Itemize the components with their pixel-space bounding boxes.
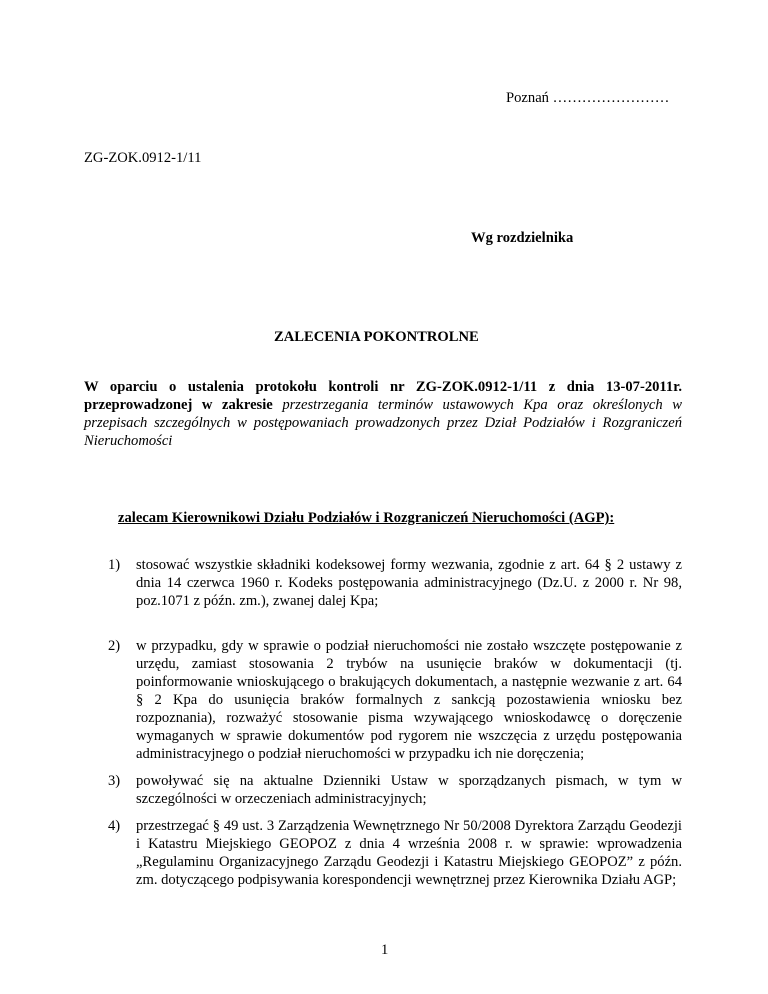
intro-paragraph	[84, 378, 682, 450]
reference-number: ZG-ZOK.0912-1/11	[84, 150, 202, 166]
list-item	[108, 772, 682, 808]
list-item	[108, 637, 682, 763]
document-title: ZALECENIA POKONTROLNE	[274, 329, 479, 345]
intro-italic-text: przestrzegania terminów ustawowych Kpa oraz określonych w przepisach szczególnych w postępowaniach prowadzonych przez Dział Podziałów i Rozgraniczeń Nieruchomości	[84, 397, 682, 449]
list-item-text: przestrzegać § 49 ust. 3 Zarządzenia Wewnętrznego Nr 50/2008 Dyrektora Zarządu Geodezji i Katastru Miejskiego GEOPOZ z dnia 4 września 2008 r. w sprawie: wprowadzenia „Regulaminu Organizacyjnego Zarządu Geodezji i Katastru Miejskiego GEOPOZ” z późn. zm. dotyczącego podpisywania korespondencji wewnętrznej przez Kierownika Działu AGP;	[136, 818, 682, 888]
list-item-text: w przypadku, gdy w sprawie o podział nieruchomości nie zostało wszczęte postępowanie z urzędu, zamiast stosowania 2 trybów na usunięcie braków w dokumentacji (tj. poinformowanie wnioskującego o brakujących dokumentach, a następnie wezwanie z art. 64 § 2 Kpa do usunięcia braków formalnych z sankcją pozostawienia wniosku bez rozpoznania), rozważyć stosowanie pisma wzywającego wnioskodawcę o doręczenie wymaganych w sprawie dokumentów pod rygorem nie wszczęcia z urzędu postępowania administracyjnego o podział nieruchomości w przypadku ich nie doręczenia;	[136, 638, 682, 762]
page-number: 1	[381, 942, 389, 958]
list-item-text: powoływać się na aktualne Dzienniki Ustaw w sporządzanych pismach, w tym w szczególności w orzeczeniach administracyjnych;	[136, 773, 682, 807]
list-item-number: 3)	[108, 773, 121, 789]
recipient: Wg rozdzielnika	[471, 230, 574, 246]
list-item-text: stosować wszystkie składniki kodeksowej formy wezwania, zgodnie z art. 64 § 2 ustawy z dnia 14 czerwca 1960 r. Kodeks postępowania administracyjnego (Dz.U. z 2000 r. Nr 98, poz.1071 z późn. zm.), zwanej dalej Kpa;	[136, 557, 682, 609]
place-date-line: Poznań ……………………	[506, 90, 670, 106]
list-item-number: 4)	[108, 818, 121, 834]
list-item-number: 1)	[108, 557, 121, 573]
list-item	[108, 556, 682, 610]
intro-bold-text: W oparciu o ustalenia protokołu kontroli nr ZG-ZOK.0912-1/11 z dnia 13-07-2011r. przeprowadzonej w zakresie	[84, 379, 682, 413]
list-item	[108, 817, 682, 889]
directive-heading: zalecam Kierownikowi Działu Podziałów i Rozgraniczeń Nieruchomości (AGP):	[118, 510, 615, 526]
list-item-number: 2)	[108, 638, 121, 654]
